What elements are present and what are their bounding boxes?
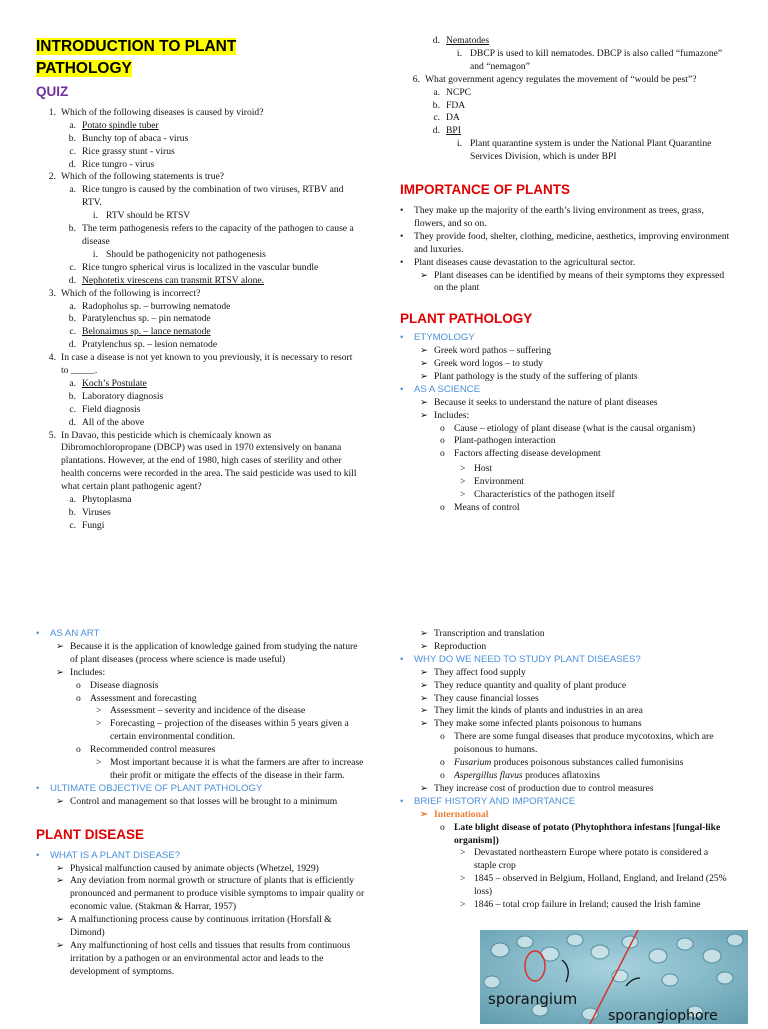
recommended-subitem: > Most important because it is what the farmers are after to increase their profit or mitigate the effects of the disease in their farm. — [96, 757, 364, 781]
definition-3: ➢ A malfunctioning process cause by continuous irritation (Horsfall & Dimond) — [56, 914, 332, 939]
etymology-bullet: • ETYMOLOGY — [400, 332, 475, 344]
document-title-line2: PATHOLOGY — [36, 60, 132, 77]
question-5: 5. In Davao, this pesticide which is chemicaaly known as Dibromochloropropane (DBCP) was used in 1970 extensively on banana plantations. However, at the end of 1980, high cases of sterility and other health concerns were recorded in the area. The said pesticide was used to kill what certain plant pathogenic agent? — [48, 429, 357, 493]
q4-choice-c: c. Field diagnosis — [69, 403, 141, 415]
why-study-bullet: • WHY DO WE NEED TO STUDY PLANT DISEASES? — [400, 653, 641, 665]
why-item-2: ➢ They reduce quantity and quality of plant produce — [420, 679, 627, 691]
mycotoxin-item: o There are some fungal diseases that produce mycotoxins, which are poisonous to humans. — [440, 731, 714, 756]
page2-left-column — [36, 628, 366, 979]
q4-choice-d: d. All of the above — [68, 416, 145, 428]
q2-choice-c: c. Rice tungro spherical virus is localized in the vascular bundle — [69, 261, 319, 273]
ultimate-item: ➢ Control and management so that losses will be brought to a minimum — [56, 795, 338, 807]
definition-4: ➢ Any malfunctioning of host cells and tissues that results from continuous irritation by a pathogen or an environmental actor and leads to the development of symptoms. — [56, 939, 351, 977]
q6-choice-a: a. NCPC — [433, 86, 472, 98]
blight-item-2: > 1845 – observed in Belgium, Holland, England, and Ireland (25% loss) — [460, 873, 727, 898]
micrograph-illustration — [480, 930, 748, 1024]
page1-right-column — [400, 35, 730, 515]
q3-choice-a: a. Radopholus sp. – burrowing nematode — [69, 300, 231, 312]
question-2: 2. Which of the following statements is true? — [48, 171, 225, 183]
q1-choice-a: a. Potato spindle tuber — [69, 119, 159, 131]
q5-choice-c: c. Fungi — [69, 519, 105, 531]
importance-item-2: • They provide food, shelter, clothing, medicine, aesthetics, improving environment and luxuries. — [400, 230, 730, 255]
importance-heading: IMPORTANCE OF PLANTS — [400, 182, 570, 198]
why-item-6: ➢ They increase cost of production due to control measures — [420, 782, 654, 794]
brief-history-bullet: • BRIEF HISTORY AND IMPORTANCE — [400, 795, 576, 807]
art-include-2: o Assessment and forecasting — [76, 692, 197, 704]
factor-host: > Host — [460, 463, 493, 475]
art-include-1: o Disease diagnosis — [76, 679, 159, 691]
science-include-2: o Plant-pathogen interaction — [440, 435, 556, 447]
blight-item-1: > Devastated northeastern Europe where potato is considered a staple crop — [460, 847, 709, 872]
plant-pathology-heading: PLANT PATHOLOGY — [400, 311, 533, 327]
art-item-2: ➢ Includes: — [56, 666, 106, 678]
science-include-1: o Cause – etiology of plant disease (what is the causal organism) — [440, 422, 696, 434]
art-item-1: ➢ Because it is the application of knowledge gained from studying the nature of plant diseases (process where science is made useful) — [56, 640, 358, 665]
q6-choice-c: c. DA — [433, 112, 460, 124]
q2-note-b: i. Should be pathogenicity not pathogenesis — [92, 248, 266, 260]
blight-item-3: > 1846 – total crop failure in Ireland; caused the Irish famine — [460, 899, 701, 911]
plant-disease-heading: PLANT DISEASE — [36, 826, 145, 842]
sporangium-micrograph — [480, 930, 748, 1024]
sporangium-label: sporangium — [488, 990, 578, 1008]
aspergillus-item: o Aspergillus flavus produces aflatoxins — [440, 769, 600, 781]
fusarium-item: o Fusarium produces poisonous substances called fumonisins — [440, 757, 684, 769]
question-6: 6. What government agency regulates the movement of “would be pest”? — [412, 73, 697, 85]
international-subheading: ➢ International — [420, 808, 489, 820]
question-4: 4. In case a disease is not yet known to you previously, it is necessary to resort to _____. — [48, 352, 353, 377]
why-item-3: ➢ They cause financial losses — [420, 692, 539, 704]
q2-choice-b: b. The term pathogenesis refers to the capacity of the pathogen to cause a disease — [68, 223, 354, 247]
q1-choice-d: d. Rice tungro - virus — [68, 158, 155, 170]
factor-pathogen: > Characteristics of the pathogen itself — [460, 489, 615, 501]
q6-note: i. Plant quarantine system is under the National Plant Quarantine Services Division, which is under BPI — [456, 138, 712, 163]
quiz-heading: QUIZ — [36, 84, 69, 99]
transcription-item: ➢ Transcription and translation — [420, 628, 545, 639]
q6-choice-b: b. FDA — [432, 99, 466, 111]
q6-choice-d: d. BPI — [432, 125, 461, 137]
q4-choice-b: b. Laboratory diagnosis — [68, 390, 164, 402]
q5-choice-d: d. Nematodes — [432, 35, 490, 46]
q5-choice-a: a. Phytoplasma — [69, 494, 132, 506]
why-item-1: ➢ They affect food supply — [420, 666, 526, 678]
importance-item-3: • Plant diseases cause devastation to the agricultural sector. — [400, 256, 636, 268]
forecasting-item: > Forecasting – projection of the diseases within 5 years given a certain environmental condition. — [96, 718, 349, 743]
q3-choice-c: c. Belonaimus sp. – lance nematode — [69, 326, 211, 338]
q5-note-d: i. DBCP is used to kill nematodes. DBCP is also called “fumazone” and “nemagon” — [456, 47, 723, 72]
q2-choice-a: a. Rice tungro is caused by the combination of two viruses, RTBV and RTV. — [69, 184, 344, 209]
q3-choice-b: b. Paratylenchus sp. – pin nematode — [68, 313, 211, 325]
recommended-control: o Recommended control measures — [76, 744, 216, 756]
science-item-2: ➢ Includes: — [420, 409, 470, 421]
reproduction-item: ➢ Reproduction — [420, 640, 487, 652]
as-science-bullet: • AS A SCIENCE — [400, 383, 481, 395]
ultimate-objective-bullet: • ULTIMATE OBJECTIVE OF PLANT PATHOLOGY — [36, 782, 263, 794]
why-item-5: ➢ They make some infected plants poisonous to humans — [420, 718, 642, 730]
question-3: 3. Which of the following is incorrect? — [48, 287, 201, 299]
page2-right-column — [400, 628, 730, 912]
q4-choice-a: a. Koch’s Postulate — [69, 377, 147, 389]
q2-note-a: i. RTV should be RTSV — [92, 210, 191, 222]
means-of-control: o Means of control — [440, 502, 520, 513]
science-item-1: ➢ Because it seeks to understand the nature of plant diseases — [420, 396, 658, 408]
q1-choice-c: c. Rice grassy stunt - virus — [69, 145, 175, 157]
late-blight-item: o Late blight disease of potato (Phytophthora infestans [fungal-like organism]) — [440, 821, 721, 846]
importance-item-1: • They make up the majority of the earth’s living environment as trees, grass, flowers, and so on. — [400, 204, 704, 229]
document-title-line1: INTRODUCTION TO PLANT — [36, 38, 237, 55]
etymology-item-1: ➢ Greek word pathos – suffering — [420, 345, 552, 357]
what-is-bullet: • WHAT IS A PLANT DISEASE? — [36, 849, 181, 861]
assessment-item: > Assessment – severity and incidence of the disease — [96, 705, 306, 717]
etymology-item-2: ➢ Greek word logos – to study — [420, 358, 543, 370]
q5-choice-b: b. Viruses — [68, 507, 111, 518]
science-include-3: o Factors affecting disease development — [440, 448, 601, 460]
q3-choice-d: d. Pratylenchus sp. – lesion nematode — [68, 339, 218, 351]
definition-2: ➢ Any deviation from normal growth or structure of plants that is efficiently pronounced and permanent to produce visible symptoms to impair quality or economic value. (Stakman & Harrar, 1957) — [56, 875, 365, 913]
etymology-item-3: ➢ Plant pathology is the study of the suffering of plants — [420, 370, 638, 382]
q2-choice-d: d. Nephotetix virescens can transmit RTSV alone. — [68, 274, 265, 286]
importance-subitem: ➢ Plant diseases can be identified by means of their symptoms they expressed on the plant — [420, 269, 725, 294]
definition-1: ➢ Physical malfunction caused by animate objects (Whetzel, 1929) — [56, 862, 319, 874]
as-art-bullet: • AS AN ART — [36, 628, 100, 639]
sporangiophore-label: sporangiophore — [608, 1008, 718, 1024]
q1-choice-b: b. Bunchy top of abaca - virus — [68, 132, 189, 144]
factor-environment: > Environment — [460, 476, 525, 488]
page1-left-column — [36, 0, 358, 533]
why-item-4: ➢ They limit the kinds of plants and industries in an area — [420, 705, 643, 717]
question-1: 1. Which of the following diseases is caused by viroid? — [48, 106, 264, 118]
